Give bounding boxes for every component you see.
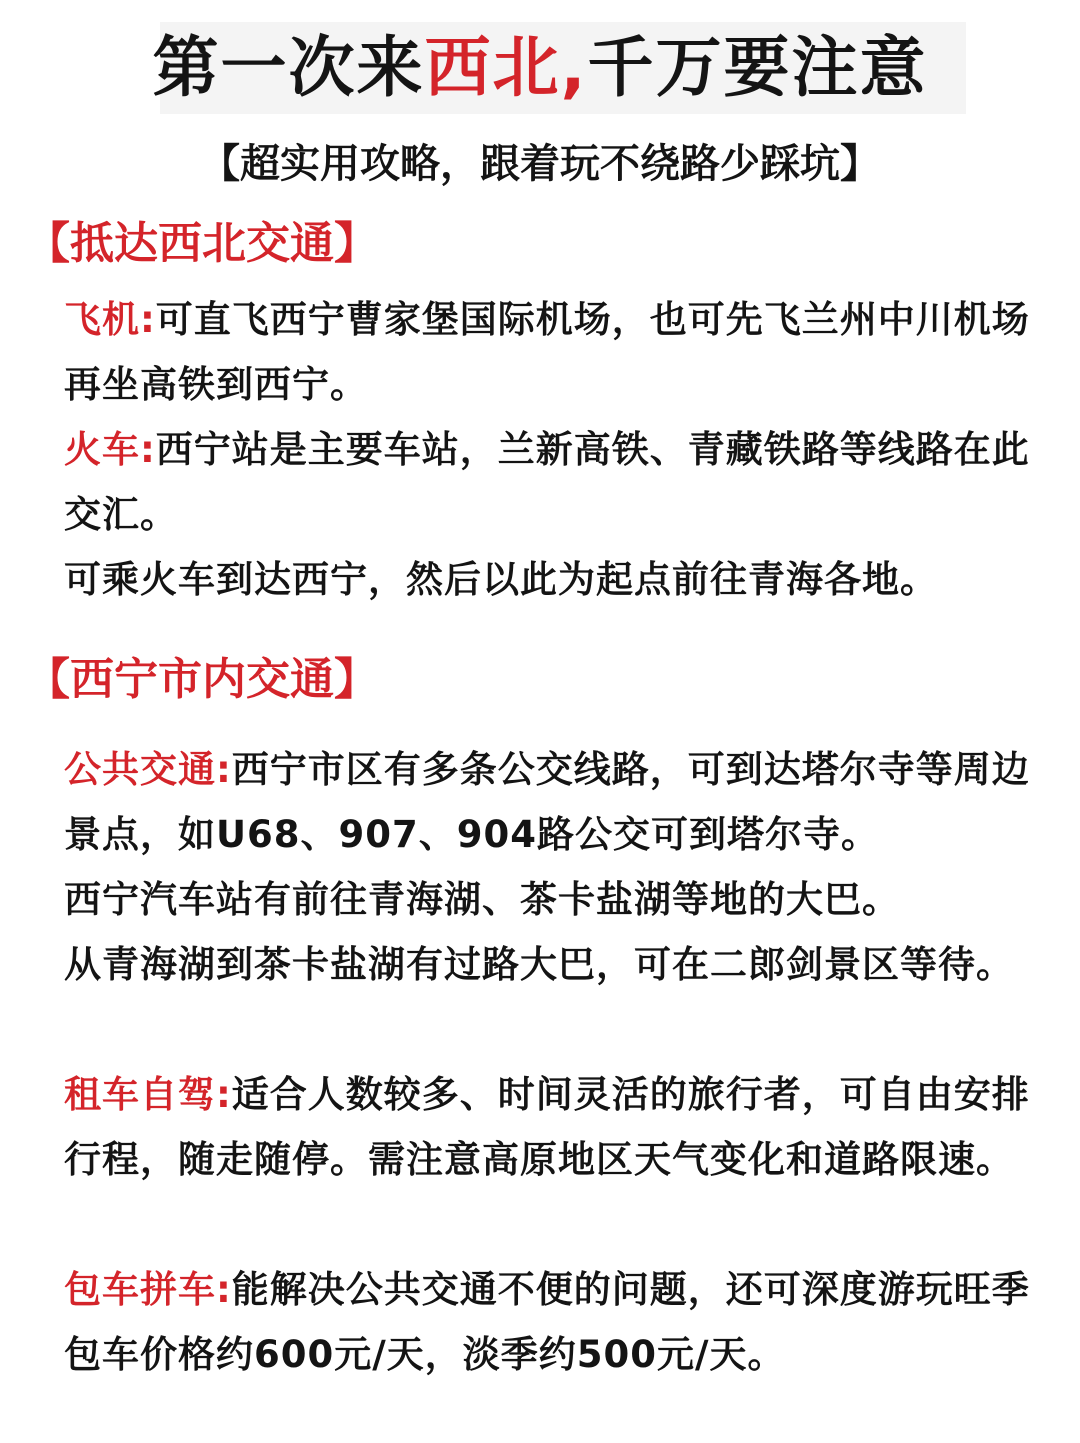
title-highlight: 西北,	[424, 29, 588, 106]
label-public-transit: 公共交通:	[64, 748, 232, 791]
text-passing-bus: 从青海湖到茶卡盐湖有过路大巴，可在二郎剑景区等待。	[64, 943, 1014, 986]
text-train-note: 可乘火车到达西宁，然后以此为起点前往青海各地。	[64, 558, 938, 601]
page-title	[0, 18, 1080, 118]
title-part-1: 第一次来	[152, 29, 425, 106]
text-plane: 可直飞西宁曹家堡国际机场，也可先飞兰州中川机场再坐高铁到西宁。	[64, 298, 1030, 406]
text-self-drive: 适合人数较多、时间灵活的旅行者，可自由安排行程，随走随停。需注意高原地区天气变化和道路限速。	[64, 1073, 1030, 1181]
label-self-drive: 租车自驾:	[64, 1073, 232, 1116]
subtitle: 【超实用攻略，跟着玩不绕路少踩坑】	[200, 141, 880, 187]
text-bus-station: 西宁汽车站有前往青海湖、茶卡盐湖等地的大巴。	[64, 878, 900, 921]
paragraph-public-transit	[64, 737, 1044, 867]
paragraph-bus-station	[64, 867, 1044, 932]
paragraph-plane	[64, 287, 1044, 417]
paragraph-train-note	[64, 547, 1044, 612]
paragraph-passing-bus	[64, 932, 1044, 997]
paragraph-charter	[64, 1257, 1044, 1387]
label-plane: 飞机:	[64, 298, 156, 341]
paragraph-train	[64, 417, 1044, 547]
text-train: 西宁站是主要车站，兰新高铁、青藏铁路等线路在此交汇。	[64, 428, 1030, 536]
label-charter: 包车拼车:	[64, 1268, 232, 1311]
section-heading-city: 【西宁市内交通】	[26, 654, 378, 705]
text-public-transit: 西宁市区有多条公交线路，可到达塔尔寺等周边景点，如U68、907、904路公交可到塔尔寺。	[64, 748, 1030, 856]
text-charter: 能解决公共交通不便的问题，还可深度游玩旺季包车价格约600元/天，淡季约500元/天。	[64, 1268, 1030, 1376]
label-train: 火车:	[64, 428, 156, 471]
section-heading-arrival: 【抵达西北交通】	[26, 218, 378, 269]
title-text	[152, 18, 927, 118]
title-part-2: 千万要注意	[587, 29, 928, 106]
paragraph-self-drive	[64, 1062, 1044, 1192]
